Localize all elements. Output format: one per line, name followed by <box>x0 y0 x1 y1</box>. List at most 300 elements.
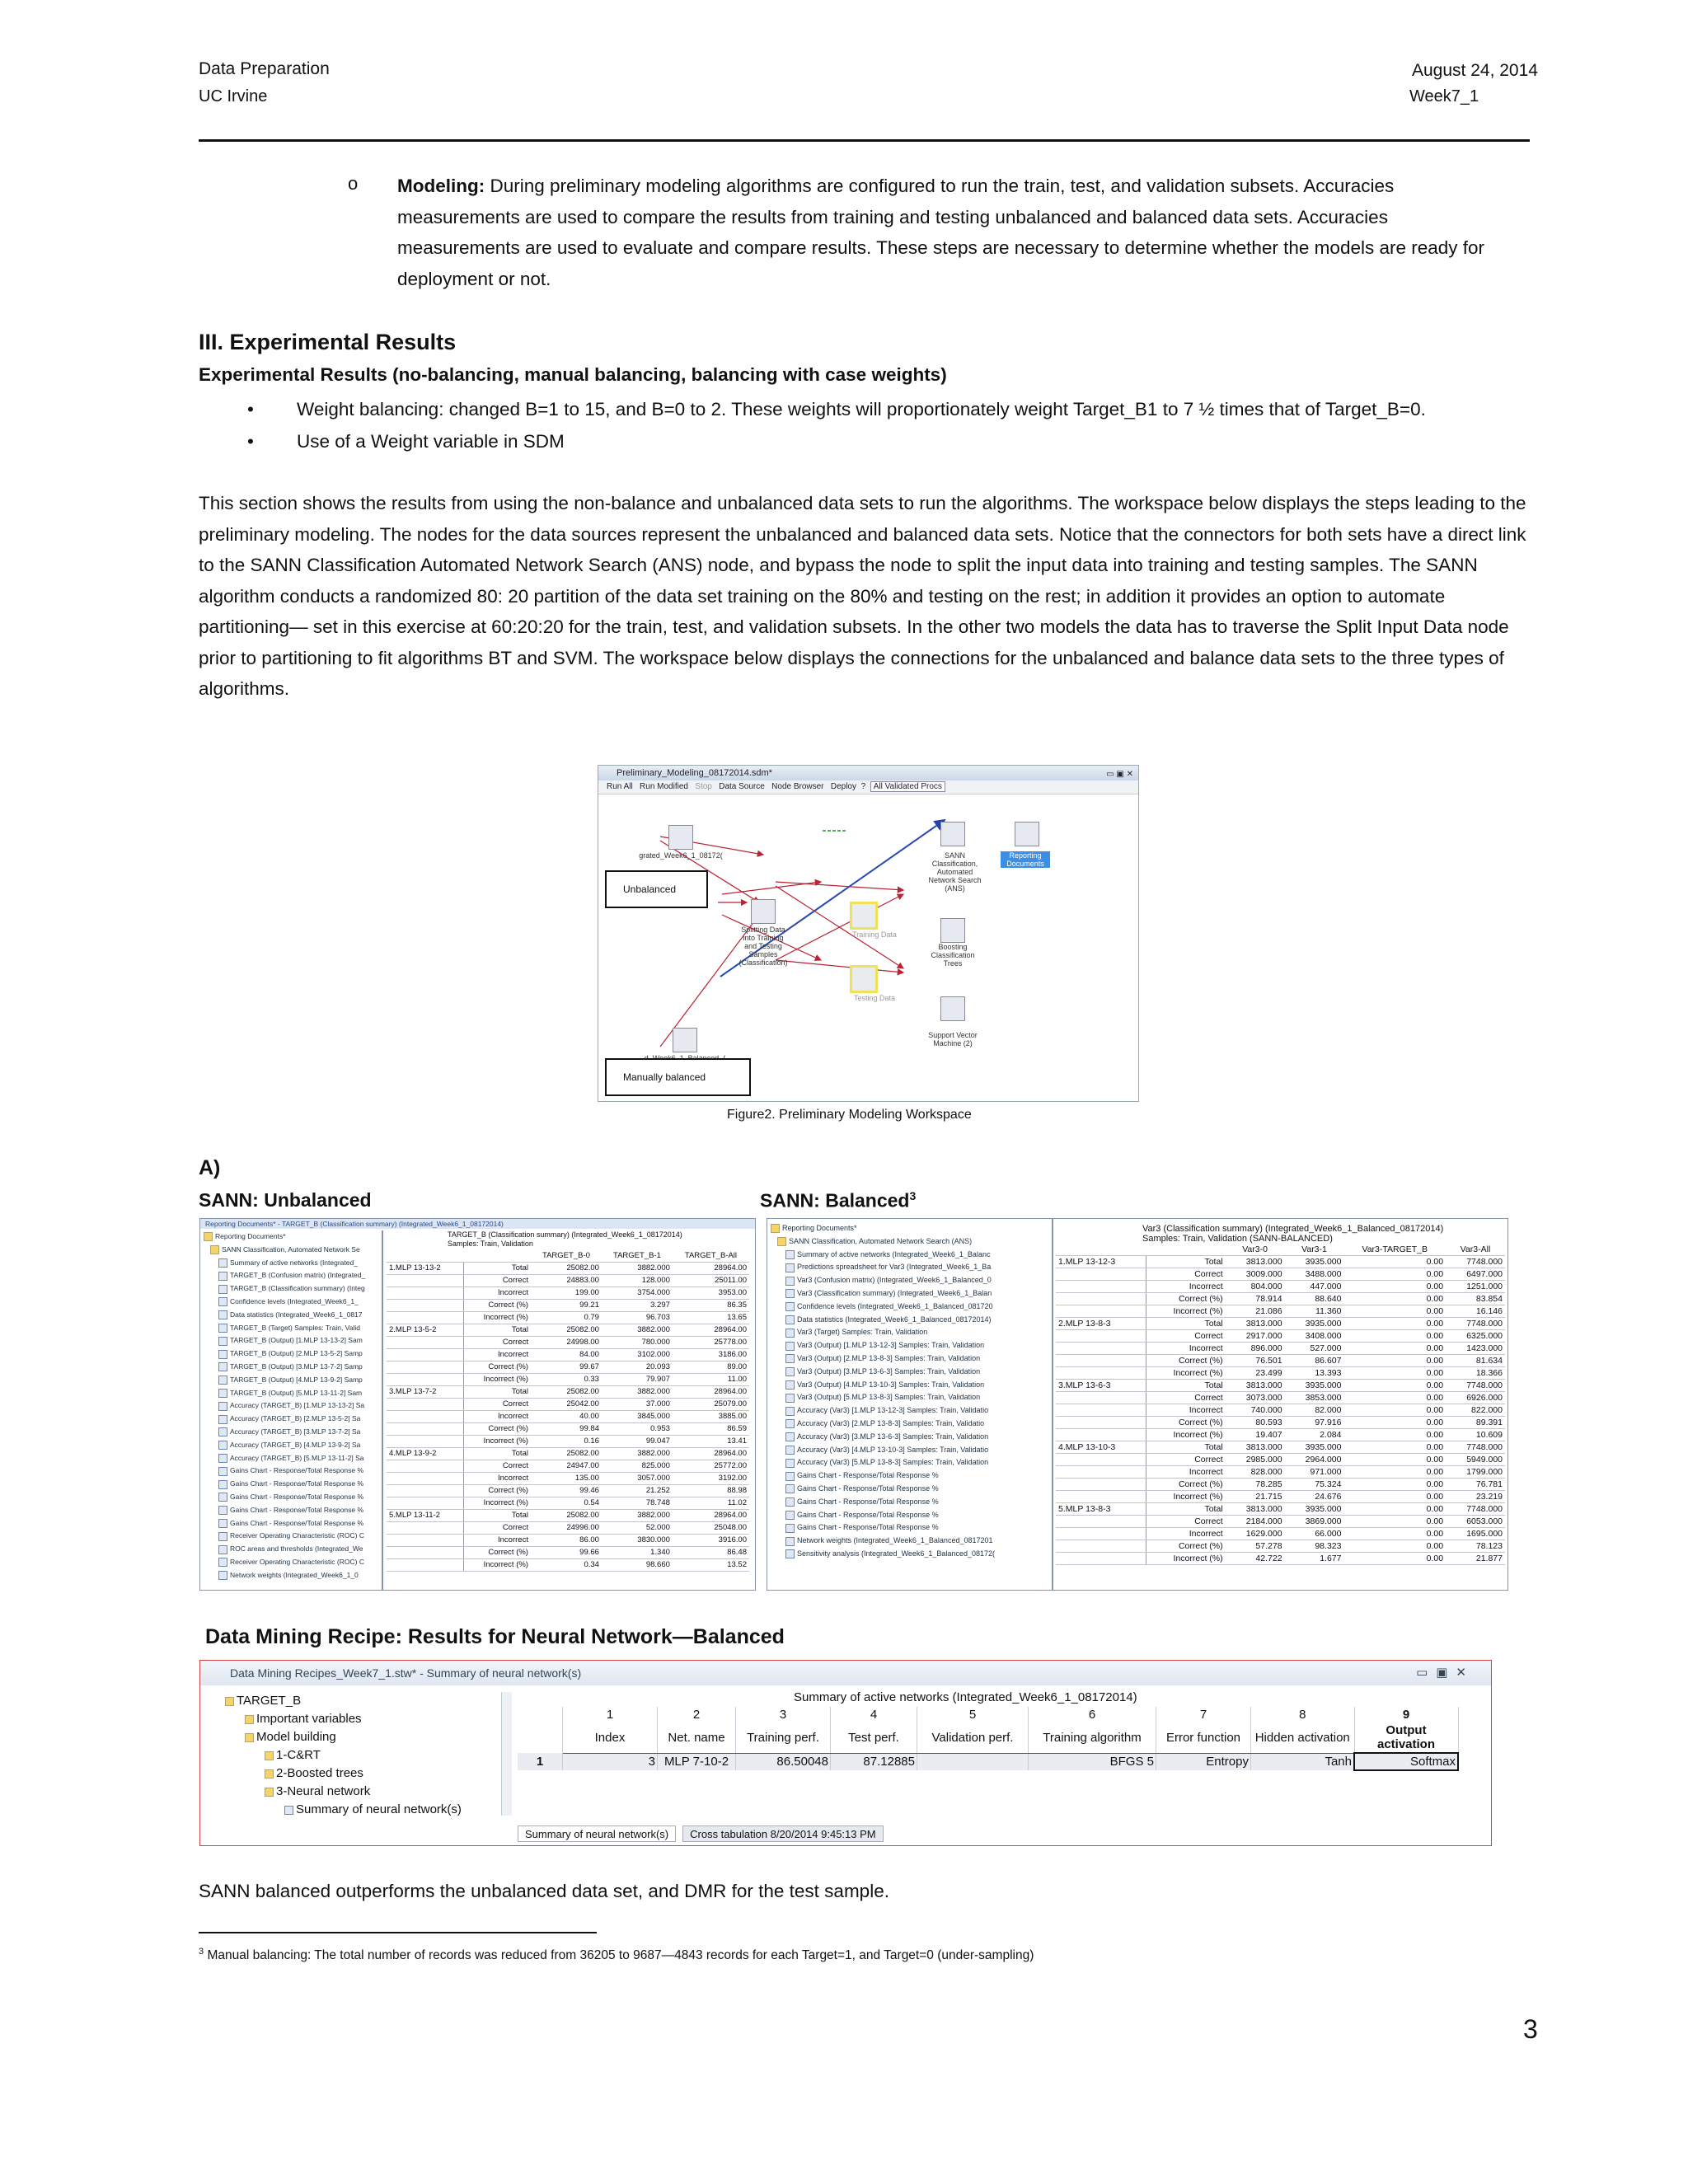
document-icon <box>218 1454 227 1463</box>
table-cell: Incorrect (%) <box>1146 1491 1225 1503</box>
tree-item[interactable] <box>204 1399 377 1413</box>
table-cell: 28964.00 <box>673 1324 749 1337</box>
table-cell: Correct (%) <box>1146 1540 1225 1553</box>
table-cell: 10.609 <box>1446 1429 1505 1441</box>
table-cell: Output activation <box>1354 1722 1458 1753</box>
table-cell: Correct (%) <box>463 1485 531 1497</box>
table-row <box>1056 1491 1505 1503</box>
footnote-rule <box>199 1932 597 1933</box>
table-cell: Incorrect (%) <box>1146 1429 1225 1441</box>
model-name: 4.MLP 13-10-3 <box>1056 1441 1146 1454</box>
document-icon <box>785 1524 795 1533</box>
table-cell: 3408.000 <box>1285 1330 1344 1343</box>
header-subtitle: UC Irvine <box>199 87 268 105</box>
tree-item[interactable] <box>204 1347 377 1361</box>
tree-item[interactable] <box>771 1418 1051 1431</box>
balanced-source-node[interactable] <box>673 1028 697 1052</box>
table-cell: 0.00 <box>1343 1281 1446 1293</box>
model-name <box>1056 1355 1146 1367</box>
modeling-text: During preliminary modeling algorithms are configured to run the train, test, and validation subsets. Accuracies measurements are used to compare the results from training and testing unbalanced and balanced data sets. Accuracies measurements are used to evaluate and compare results. These steps are necessary to determine whether the models are ready for deployment or not. <box>397 176 1485 289</box>
document-icon <box>218 1493 227 1502</box>
table-cell: Entropy <box>1156 1753 1251 1770</box>
table-cell: Incorrect <box>463 1411 531 1423</box>
tree-item-label: Sensitivity analysis (Integrated_Week6_1_Balanced_08172( <box>797 1549 995 1558</box>
table-cell: Test perf. <box>831 1722 917 1753</box>
table-row <box>387 1497 749 1510</box>
table-row <box>387 1423 749 1436</box>
dmr-window-controls-icon[interactable]: ▭▣✕ <box>1416 1666 1475 1680</box>
tree-item[interactable]: Model building <box>225 1728 497 1746</box>
tree-item[interactable]: 1-C&RT <box>225 1746 497 1765</box>
table-cell: 780.000 <box>602 1337 673 1349</box>
table-row <box>1056 1293 1505 1305</box>
table-cell: 81.634 <box>1446 1355 1505 1367</box>
table-cell: 0.00 <box>1343 1553 1446 1565</box>
table-cell: 89.391 <box>1446 1417 1505 1429</box>
conclusion-text: SANN balanced outperforms the unbalanced data set, and DMR for the test sample. <box>199 1881 889 1901</box>
tree-item[interactable] <box>204 1361 377 1374</box>
table-cell: 86.35 <box>673 1300 749 1312</box>
tree-item-label: TARGET_B (Output) [1.MLP 13-13-2] Sam <box>230 1336 363 1345</box>
page-number: 3 <box>1523 2014 1538 2044</box>
unbalanced-source-node[interactable] <box>668 825 693 850</box>
table-cell: 3813.000 <box>1226 1503 1285 1516</box>
tree-item[interactable] <box>204 1439 377 1452</box>
document-icon <box>785 1342 795 1351</box>
tree-item[interactable] <box>771 1404 1051 1418</box>
tree-item[interactable] <box>771 1456 1051 1469</box>
window-controls-icon[interactable]: ▭ ▣ ✕ <box>1106 770 1133 779</box>
table-cell: 1629.000 <box>1226 1528 1285 1540</box>
table-cell: 3073.000 <box>1226 1392 1285 1404</box>
table-cell: 0.00 <box>1343 1305 1446 1318</box>
document-icon <box>218 1506 227 1515</box>
table-cell: Correct (%) <box>463 1423 531 1436</box>
table-cell: 3882.000 <box>602 1324 673 1337</box>
unbalanced-tree <box>204 1230 377 1586</box>
table-cell: 3882.000 <box>602 1263 673 1275</box>
table-cell: 6926.000 <box>1446 1392 1505 1404</box>
sann-node[interactable] <box>940 822 965 846</box>
table-cell: 76.781 <box>1446 1479 1505 1491</box>
table-cell: 88.640 <box>1285 1293 1344 1305</box>
table-cell: 87.12885 <box>831 1753 917 1770</box>
table-cell: 21.252 <box>602 1485 673 1497</box>
tree-item[interactable] <box>204 1413 377 1426</box>
column-header: Var3-1 <box>1285 1244 1344 1256</box>
table-cell: 86.59 <box>673 1423 749 1436</box>
tree-item-label: Var3 (Output) [5.MLP 13-8-3] Samples: Train, Validation <box>797 1393 981 1402</box>
tree-item[interactable] <box>771 1261 1051 1274</box>
panel-divider <box>382 1230 383 1591</box>
table-cell: 7748.000 <box>1446 1380 1505 1392</box>
tree-item[interactable] <box>204 1269 377 1282</box>
table-cell: 0.00 <box>1343 1516 1446 1528</box>
bt-node[interactable] <box>940 918 965 943</box>
table-cell: 86.48 <box>673 1547 749 1559</box>
table-cell: 13.52 <box>673 1559 749 1572</box>
table-row <box>1056 1503 1505 1516</box>
tree-item-label: TARGET_B (Target) Samples: Train, Valid <box>230 1323 360 1332</box>
tree-item-label: SANN Classification, Automated Network Se <box>222 1244 360 1254</box>
tree-item-label: TARGET_B (Confusion matrix) (Integrated_ <box>230 1271 366 1280</box>
table-cell: 0.00 <box>1343 1343 1446 1355</box>
tree-item[interactable] <box>771 1352 1051 1366</box>
header-title: Data Preparation <box>199 59 330 78</box>
table-cell: 28964.00 <box>673 1510 749 1522</box>
procs-dropdown[interactable]: All Validated Procs <box>870 781 945 792</box>
table-row <box>1056 1355 1505 1367</box>
table-cell: 3186.00 <box>673 1349 749 1361</box>
table-cell: Total <box>463 1448 531 1460</box>
training-data-node[interactable] <box>850 902 878 930</box>
table-cell: 3869.000 <box>1285 1516 1344 1528</box>
model-name <box>1056 1343 1146 1355</box>
table-cell: 2964.000 <box>1285 1454 1344 1466</box>
stop-button[interactable]: Stop <box>695 782 712 791</box>
table-row <box>1056 1367 1505 1380</box>
tree-item-label: Network weights (Integrated_Week6_1_Balanced_0817201 <box>797 1536 993 1545</box>
table-row <box>1056 1528 1505 1540</box>
tree-item-label: Accuracy (TARGET_B) [4.MLP 13-9-2] Sa <box>230 1440 361 1449</box>
table-row <box>387 1510 749 1522</box>
tree-item-label: Var3 (Output) [2.MLP 13-8-3] Samples: Train, Validation <box>797 1353 981 1362</box>
modeling-paragraph <box>397 171 1502 294</box>
table-cell: Total <box>1146 1503 1225 1516</box>
tree-item[interactable] <box>771 1287 1051 1301</box>
table-row <box>387 1263 749 1275</box>
table-cell: 0.00 <box>1343 1491 1446 1503</box>
node-browser-button[interactable]: Node Browser <box>771 782 824 791</box>
table-cell: 24.676 <box>1285 1491 1344 1503</box>
tree-item[interactable] <box>204 1387 377 1400</box>
tab-summary[interactable]: Summary of neural network(s) <box>518 1825 676 1842</box>
table-cell: 971.000 <box>1285 1466 1344 1479</box>
tree-item-label: Summary of active networks (Integrated_Week6_1_Balanc <box>797 1249 991 1258</box>
dmr-column-numbers <box>518 1707 1458 1722</box>
table-cell: 0.54 <box>531 1497 602 1510</box>
tree-item[interactable] <box>771 1548 1051 1561</box>
tree-item[interactable] <box>771 1274 1051 1287</box>
tree-item[interactable]: 2-Boosted trees <box>225 1765 497 1783</box>
dmr-window <box>199 1660 1492 1846</box>
table-cell: Incorrect <box>1146 1528 1225 1540</box>
data-source-button[interactable]: Data Source <box>719 782 765 791</box>
table-cell: Incorrect <box>1146 1466 1225 1479</box>
document-icon <box>785 1484 795 1493</box>
header-rule <box>199 139 1530 142</box>
table-cell: 2 <box>658 1707 736 1722</box>
run-modified-button[interactable]: Run Modified <box>640 782 688 791</box>
help-button[interactable]: ? <box>860 782 866 791</box>
tree-item-label: Gains Chart - Response/Total Response % <box>797 1523 939 1532</box>
folder-icon <box>204 1232 213 1241</box>
unbalanced-label-box: Unbalanced <box>605 870 708 908</box>
table-cell: 0.00 <box>1343 1429 1446 1441</box>
tree-item[interactable] <box>771 1469 1051 1483</box>
table-cell: Correct <box>1146 1268 1225 1281</box>
tree-item[interactable] <box>204 1491 377 1504</box>
table-cell: Training algorithm <box>1029 1722 1156 1753</box>
document-icon <box>218 1427 227 1436</box>
table-cell: 1.677 <box>1285 1553 1344 1565</box>
tree-item-label: Accuracy (TARGET_B) [1.MLP 13-13-2] Sa <box>230 1401 365 1410</box>
dmr-tree-scrollbar[interactable] <box>501 1692 512 1816</box>
tree-item[interactable] <box>204 1465 377 1478</box>
tree-item[interactable] <box>771 1431 1051 1444</box>
table-cell: 0.00 <box>1343 1540 1446 1553</box>
model-name <box>387 1300 463 1312</box>
document-icon <box>218 1362 227 1371</box>
document-icon <box>785 1459 795 1468</box>
tree-item[interactable] <box>771 1444 1051 1457</box>
table-cell: 23.219 <box>1446 1491 1505 1503</box>
table-cell: 135.00 <box>531 1473 602 1485</box>
table-row <box>1056 1268 1505 1281</box>
tree-item-label: Accuracy (TARGET_B) [2.MLP 13-5-2] Sa <box>230 1414 361 1423</box>
tree-item[interactable] <box>204 1543 377 1556</box>
table-cell: 25082.00 <box>531 1263 602 1275</box>
tree-item[interactable] <box>204 1322 377 1335</box>
model-name <box>387 1411 463 1423</box>
section-subtitle: Experimental Results (no-balancing, manual balancing, balancing with case weights) <box>199 364 947 385</box>
table-cell: 16.146 <box>1446 1305 1505 1318</box>
split-node[interactable] <box>751 899 776 924</box>
tree-item[interactable] <box>204 1230 377 1244</box>
table-cell: 0.00 <box>1343 1392 1446 1404</box>
tree-item[interactable] <box>204 1569 377 1582</box>
unbalanced-panel-title: Reporting Documents* - TARGET_B (Classification summary) (Integrated_Week6_1_08172014) <box>200 1219 755 1229</box>
table-cell: 3882.000 <box>602 1448 673 1460</box>
document-icon <box>785 1446 795 1455</box>
table-cell: 3916.00 <box>673 1535 749 1547</box>
tree-item[interactable] <box>204 1309 377 1322</box>
model-name <box>1056 1479 1146 1491</box>
table-cell: 99.047 <box>602 1436 673 1448</box>
tree-item[interactable] <box>204 1257 377 1270</box>
tree-item[interactable]: 3-Neural network <box>225 1783 497 1801</box>
tree-item[interactable] <box>204 1478 377 1491</box>
document-icon <box>785 1289 795 1298</box>
table-row <box>1056 1380 1505 1392</box>
folder-icon <box>777 1237 786 1246</box>
table-cell: Incorrect (%) <box>463 1374 531 1386</box>
table-cell: Incorrect <box>1146 1404 1225 1417</box>
tree-item[interactable] <box>771 1301 1051 1314</box>
tree-item[interactable] <box>771 1314 1051 1327</box>
tree-item[interactable] <box>204 1504 377 1517</box>
table-cell: 40.00 <box>531 1411 602 1423</box>
table-row <box>1056 1343 1505 1355</box>
table-cell: 28964.00 <box>673 1448 749 1460</box>
testing-data-node[interactable] <box>850 965 878 993</box>
model-name: 5.MLP 13-8-3 <box>1056 1503 1146 1516</box>
table-cell: 80.593 <box>1226 1417 1285 1429</box>
unbalanced-results-panel <box>199 1218 756 1591</box>
table-cell: 1695.000 <box>1446 1528 1505 1540</box>
table-cell: 3 <box>736 1707 831 1722</box>
tree-item[interactable] <box>204 1374 377 1387</box>
model-name <box>387 1337 463 1349</box>
table-cell: 18.366 <box>1446 1367 1505 1380</box>
figure-caption: Figure2. Preliminary Modeling Workspace <box>727 1108 972 1122</box>
model-name <box>1056 1516 1146 1528</box>
table-cell: 3845.000 <box>602 1411 673 1423</box>
tree-item[interactable] <box>771 1366 1051 1379</box>
folder-icon <box>210 1245 219 1254</box>
tree-item[interactable] <box>771 1339 1051 1352</box>
model-name <box>1056 1281 1146 1293</box>
tree-item-label: SANN Classification, Automated Network Search (ANS) <box>789 1236 973 1245</box>
table-cell: Total <box>1146 1318 1225 1330</box>
table-row <box>1056 1392 1505 1404</box>
run-all-button[interactable]: Run All <box>607 782 633 791</box>
table-cell: 97.916 <box>1285 1417 1344 1429</box>
table-cell: 37.000 <box>602 1399 673 1411</box>
testing-data-label: Testing Data <box>853 994 896 1002</box>
table-cell: 3882.000 <box>602 1386 673 1399</box>
tree-item[interactable] <box>771 1391 1051 1404</box>
table-cell: 4 <box>831 1707 917 1722</box>
tab-cross-tabulation[interactable]: Cross tabulation 8/20/2014 9:45:13 PM <box>682 1825 883 1842</box>
tree-item[interactable] <box>204 1517 377 1530</box>
table-cell: Correct (%) <box>1146 1293 1225 1305</box>
tree-item[interactable]: Important variables <box>225 1710 497 1728</box>
table-cell: Correct <box>463 1275 531 1287</box>
table-cell: Correct (%) <box>463 1300 531 1312</box>
document-icon <box>785 1277 795 1286</box>
tree-item-label: Network weights (Integrated_Week6_1_0 <box>230 1570 359 1579</box>
table-cell <box>518 1722 563 1753</box>
table-cell: 0.16 <box>531 1436 602 1448</box>
tree-item[interactable] <box>771 1222 1051 1235</box>
table-cell: 0.79 <box>531 1312 602 1324</box>
tree-item[interactable]: TARGET_B <box>225 1692 497 1710</box>
table-cell: Correct (%) <box>463 1547 531 1559</box>
document-icon <box>785 1432 795 1441</box>
reporting-node[interactable] <box>1015 822 1039 846</box>
tree-item[interactable] <box>771 1379 1051 1392</box>
tree-item-label: Var3 (Classification summary) (Integrated_Week6_1_Balan <box>797 1288 992 1297</box>
table-row <box>1056 1281 1505 1293</box>
unbalanced-grid-header: TARGET_B (Classification summary) (Integrated_Week6_1_08172014) Samples: Train, Validation <box>448 1230 682 1248</box>
table-cell: 0.00 <box>1343 1466 1446 1479</box>
table-row <box>387 1361 749 1374</box>
table-cell: 0.00 <box>1343 1330 1446 1343</box>
table-row <box>1056 1540 1505 1553</box>
tree-item[interactable] <box>204 1426 377 1439</box>
document-icon <box>785 1302 795 1311</box>
document-icon <box>218 1519 227 1528</box>
tree-item-label: Gains Chart - Response/Total Response % <box>797 1497 939 1506</box>
table-cell: 0.00 <box>1343 1318 1446 1330</box>
table-cell: 0.00 <box>1343 1404 1446 1417</box>
tree-item-label: Accuracy (TARGET_B) [3.MLP 13-7-2] Sa <box>230 1427 361 1436</box>
table-cell: 3882.000 <box>602 1510 673 1522</box>
unbalanced-grid <box>387 1250 749 1572</box>
model-name <box>387 1460 463 1473</box>
section-title: III. Experimental Results <box>199 330 457 354</box>
tree-item[interactable] <box>771 1483 1051 1496</box>
table-cell: 7748.000 <box>1446 1256 1505 1268</box>
table-cell: 13.41 <box>673 1436 749 1448</box>
table-cell: 199.00 <box>531 1287 602 1300</box>
tree-item-label: Accuracy (Var3) [3.MLP 13-6-3] Samples: Train, Validation <box>797 1432 989 1441</box>
table-cell: 99.84 <box>531 1423 602 1436</box>
tree-item-label: Confidence levels (Integrated_Week6_1_ <box>230 1296 359 1305</box>
table-row <box>1056 1479 1505 1491</box>
tree-item-label: Reporting Documents* <box>215 1232 286 1240</box>
reporting-node-label: Reporting Documents <box>1001 851 1050 868</box>
tree-item[interactable] <box>204 1244 377 1257</box>
balanced-label-box: Manually balanced <box>605 1058 751 1096</box>
table-row <box>387 1349 749 1361</box>
tree-item[interactable] <box>771 1521 1051 1535</box>
table-cell: 28964.00 <box>673 1386 749 1399</box>
table-row <box>1056 1305 1505 1318</box>
table-cell: Correct <box>1146 1516 1225 1528</box>
table-cell: 7748.000 <box>1446 1503 1505 1516</box>
tree-item[interactable] <box>771 1535 1051 1548</box>
tree-item[interactable]: Summary of neural network(s) <box>225 1801 497 1819</box>
model-name <box>1056 1454 1146 1466</box>
dmr-tree <box>225 1692 497 1819</box>
table-row <box>1056 1256 1505 1268</box>
table-cell: 25082.00 <box>531 1386 602 1399</box>
tree-item-label: TARGET_B (Classification summary) (Integ <box>230 1284 365 1293</box>
table-cell: 78.748 <box>602 1497 673 1510</box>
table-cell: 128.000 <box>602 1275 673 1287</box>
table-cell: 86.00 <box>531 1535 602 1547</box>
tree-item[interactable] <box>204 1452 377 1465</box>
tree-item[interactable] <box>771 1496 1051 1509</box>
table-cell <box>518 1707 563 1722</box>
tree-item[interactable] <box>204 1282 377 1296</box>
tree-item[interactable] <box>771 1235 1051 1249</box>
deploy-button[interactable]: Deploy <box>830 782 856 791</box>
table-cell: Correct (%) <box>463 1361 531 1374</box>
tree-item[interactable] <box>771 1326 1051 1339</box>
document-icon <box>218 1285 227 1294</box>
tree-item[interactable] <box>771 1249 1051 1262</box>
model-name <box>1056 1392 1146 1404</box>
document-icon <box>785 1472 795 1481</box>
model-name <box>387 1349 463 1361</box>
table-cell: 66.000 <box>1285 1528 1344 1540</box>
table-cell: 0.33 <box>531 1374 602 1386</box>
tree-item-label: Accuracy (TARGET_B) [5.MLP 13-11-2] Sa <box>230 1453 364 1462</box>
table-cell: 0.00 <box>1343 1441 1446 1454</box>
table-cell: 25048.00 <box>673 1522 749 1535</box>
svm-node[interactable] <box>940 996 965 1021</box>
table-cell: 804.000 <box>1226 1281 1285 1293</box>
table-cell: Incorrect (%) <box>463 1312 531 1324</box>
tree-item[interactable] <box>771 1509 1051 1522</box>
model-name <box>1056 1429 1146 1441</box>
split-node-label: Splitting Data into Training and Testing Samples (Classification) <box>738 926 788 967</box>
tree-item-label: Gains Chart - Response/Total Response % <box>797 1471 939 1480</box>
tree-item[interactable] <box>204 1296 377 1309</box>
table-cell: 28964.00 <box>673 1263 749 1275</box>
table-cell: 7748.000 <box>1446 1318 1505 1330</box>
table-cell: 24996.00 <box>531 1522 602 1535</box>
column-header: Var3-All <box>1446 1244 1505 1256</box>
tree-item[interactable] <box>204 1334 377 1347</box>
tree-item[interactable] <box>204 1556 377 1569</box>
table-cell: 24883.00 <box>531 1275 602 1287</box>
tree-item[interactable] <box>204 1530 377 1543</box>
table-cell: 86.607 <box>1285 1355 1344 1367</box>
